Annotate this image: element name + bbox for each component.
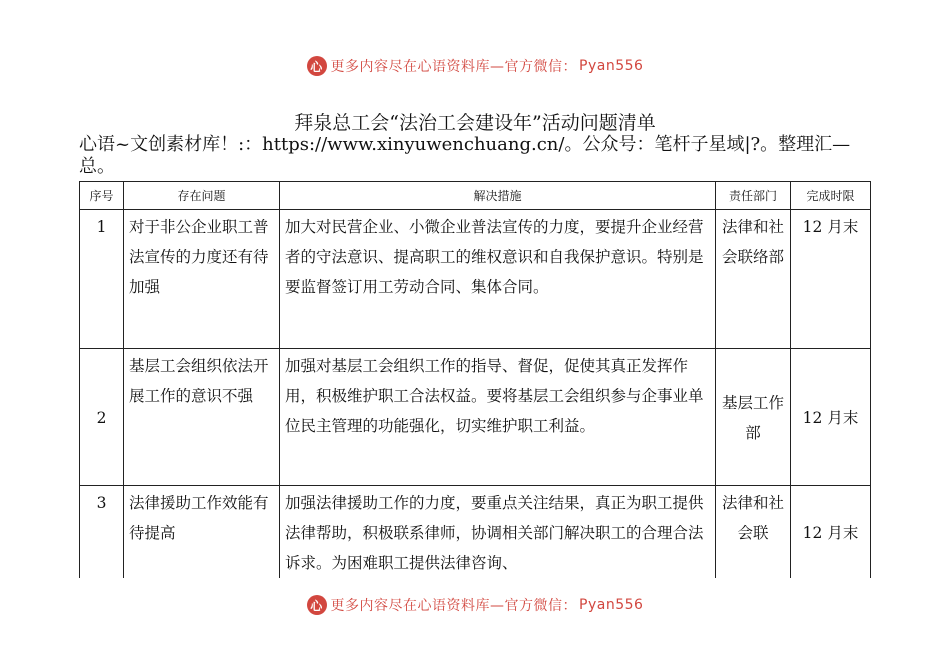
row-dept: 法律和社会联络部: [716, 210, 791, 349]
watermark-wechat-id: Pyan556: [579, 58, 644, 74]
row-dept: 法律和社会联: [716, 486, 791, 579]
watermark-wechat-id: Pyan556: [579, 597, 644, 613]
header-no: 序号: [80, 182, 124, 210]
watermark-text: 更多内容尽在心语资料库—官方微信：: [330, 598, 578, 614]
row-issue: 基层工会组织依法开展工作的意识不强: [124, 349, 280, 486]
watermark-text: 更多内容尽在心语资料库—官方微信：: [330, 59, 578, 75]
footer-watermark-banner: [0, 591, 950, 619]
table-header-row: [80, 182, 871, 210]
row-number: 1: [80, 210, 124, 349]
row-deadline: 12 月末: [791, 486, 871, 579]
issue-table: [79, 181, 871, 578]
row-deadline: 12 月末: [791, 349, 871, 486]
table-row: [80, 349, 871, 486]
table-row: [80, 210, 871, 349]
document-title: 拜泉总工会“法治工会建设年”活动问题清单: [294, 112, 656, 134]
row-dept: 基层工作部: [716, 349, 791, 486]
row-issue: 对于非公企业职工普法宣传的力度还有待加强: [124, 210, 280, 349]
table-row: [80, 486, 871, 579]
watermark-logo-icon: 心: [307, 56, 327, 76]
header-issue: 存在问题: [124, 182, 280, 210]
source-notice: 心语~文创素材库！:：https://www.xinyuwenchuang.cn/。公众号：笔杆子星域|?。整理汇—总。: [79, 134, 851, 177]
header-dept: 责任部门: [716, 182, 791, 210]
issue-table-container: [79, 181, 871, 578]
row-number: 3: [80, 486, 124, 579]
row-number: 2: [80, 349, 124, 486]
row-measures: 加强法律援助工作的力度，要重点关注结果，真正为职工提供法律帮助，积极联系律师，协调相关部门解决职工的合理合法诉求。为困难职工提供法律咨询、: [280, 486, 716, 579]
header-measures: 解决措施: [280, 182, 716, 210]
watermark-logo-icon: 心: [307, 595, 327, 615]
header-watermark-banner: [0, 52, 950, 80]
row-issue: 法律援助工作效能有待提高: [124, 486, 280, 579]
row-measures: 加强对基层工会组织工作的指导、督促，促使其真正发挥作用，积极维护职工合法权益。要将基层工会组织参与企事业单位民主管理的功能强化，切实维护职工利益。: [280, 349, 716, 486]
header-deadline: 完成时限: [791, 182, 871, 210]
row-deadline: 12 月末: [791, 210, 871, 349]
row-measures: 加大对民营企业、小微企业普法宣传的力度，要提升企业经营者的守法意识、提高职工的维权意识和自我保护意识。特别是要监督签订用工劳动合同、集体合同。: [280, 210, 716, 349]
